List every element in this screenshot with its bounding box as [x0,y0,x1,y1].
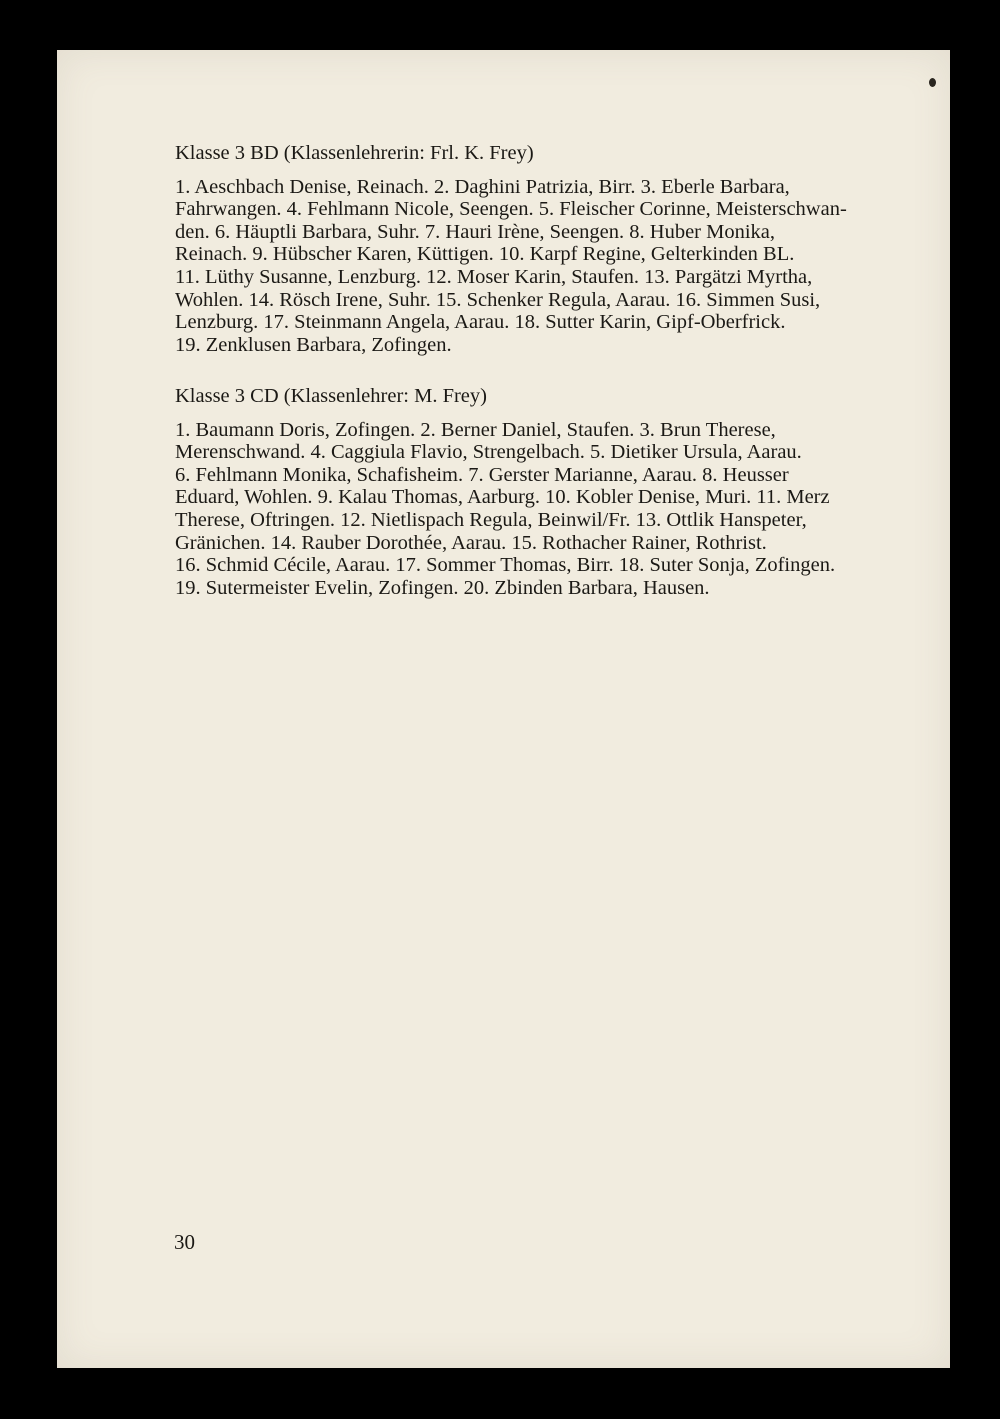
text-line: 1. Aeschbach Denise, Reinach. 2. Daghini Patrizia, Birr. 3. Eberle Barbara, [175,175,790,198]
text-line: Reinach. 9. Hübscher Karen, Küttigen. 10. Karpf Regine, Gelterkinden BL. [175,243,795,266]
text-line: 19. Sutermeister Evelin, Zofingen. 20. Zbinden Barbara, Hausen. [175,576,710,599]
document-page [57,50,950,1368]
section-heading: Klasse 3 BD (Klassenlehrerin: Frl. K. Frey) [175,142,534,164]
text-line: 11. Lüthy Susanne, Lenzburg. 12. Moser Karin, Staufen. 13. Pargätzi Myrtha, [175,265,813,288]
class-3cd-section [175,385,915,599]
text-line: Therese, Oftringen. 12. Nietlispach Regula, Beinwil/Fr. 13. Ottlik Hanspeter, [175,508,807,531]
text-line: Gränichen. 14. Rauber Dorothée, Aarau. 15. Rothacher Rainer, Rothrist. [175,531,767,554]
text-line: 16. Schmid Cécile, Aarau. 17. Sommer Thomas, Birr. 18. Suter Sonja, Zofingen. [175,554,836,577]
text-line: 19. Zenklusen Barbara, Zofingen. [175,333,452,356]
text-line: den. 6. Häuptli Barbara, Suhr. 7. Hauri Irène, Seengen. 8. Huber Monika, [175,220,776,243]
student-list [175,419,915,600]
text-line: Merenschwand. 4. Caggiula Flavio, Strengelbach. 5. Dietiker Ursula, Aarau. [175,441,802,464]
ink-speck [929,78,936,87]
text-line: Wohlen. 14. Rösch Irene, Suhr. 15. Schenker Regula, Aarau. 16. Simmen Susi, [175,288,821,311]
text-line: Eduard, Wohlen. 9. Kalau Thomas, Aarburg. 10. Kobler Denise, Muri. 11. Merz [175,486,830,509]
class-3bd-section [175,142,915,356]
section-heading: Klasse 3 CD (Klassenlehrer: M. Frey) [175,385,487,407]
text-line: 6. Fehlmann Monika, Schafisheim. 7. Gerster Marianne, Aarau. 8. Heusser [175,463,789,486]
student-list [175,176,915,357]
text-line: 1. Baumann Doris, Zofingen. 2. Berner Daniel, Staufen. 3. Brun Therese, [175,418,776,441]
text-line: Lenzburg. 17. Steinmann Angela, Aarau. 18. Sutter Karin, Gipf-Oberfrick. [175,311,786,334]
page-number: 30 [174,1230,195,1254]
text-line: Fahrwangen. 4. Fehlmann Nicole, Seengen. 5. Fleischer Corinne, Meisterschwan- [175,198,847,221]
